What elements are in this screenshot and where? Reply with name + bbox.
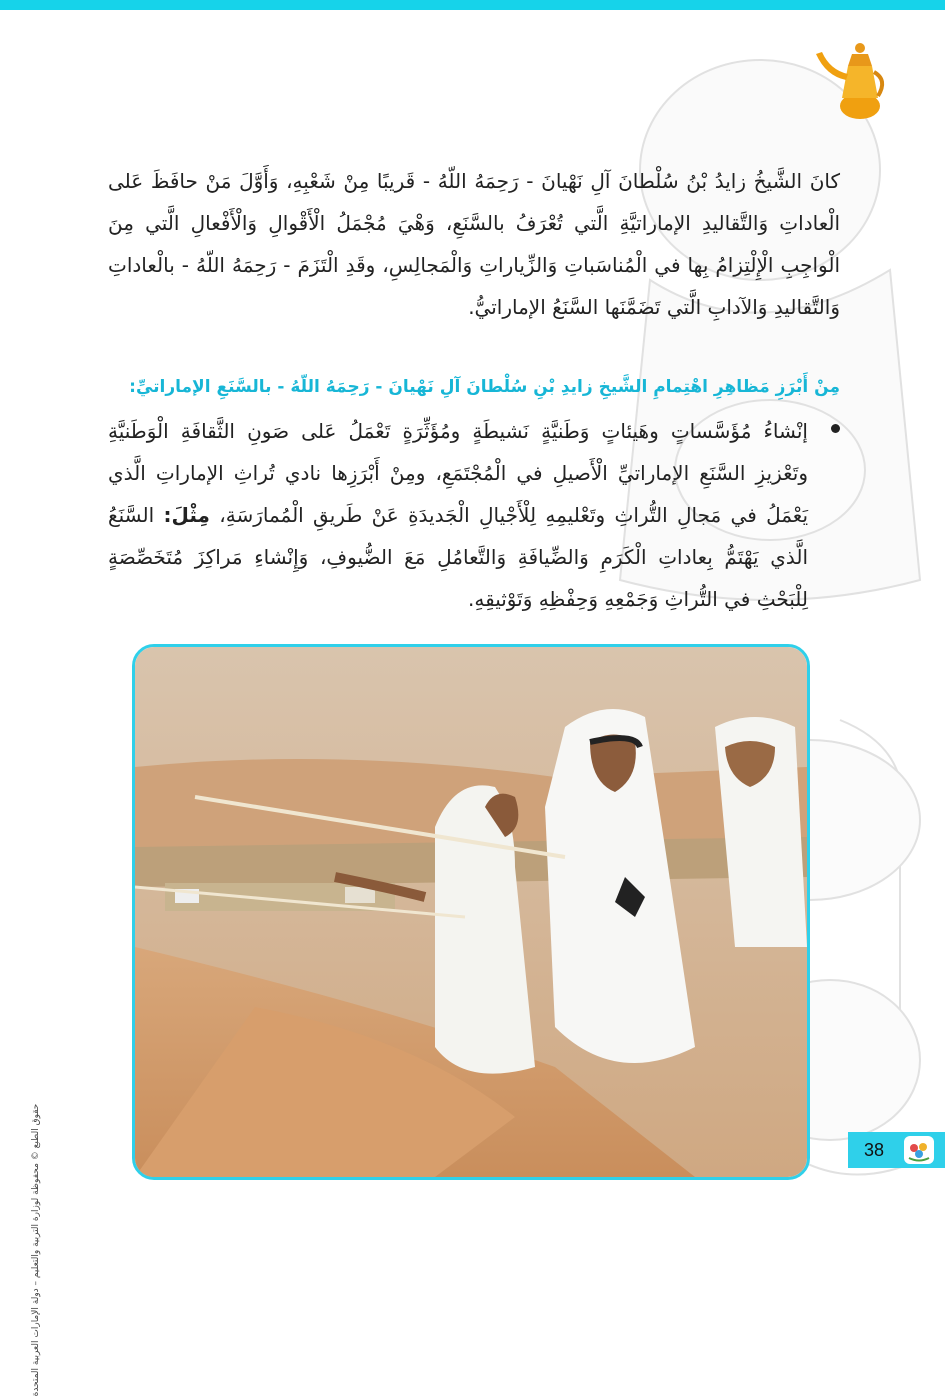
page-number: 38: [863, 1140, 885, 1160]
desert-photo: [132, 644, 810, 1180]
dallah-coffee-pot-icon: [812, 36, 890, 122]
book-logo-icon: [904, 1136, 934, 1164]
bullet-text: [108, 410, 808, 620]
top-accent-bar: [0, 0, 945, 10]
bullet-text-part2: السَّنَعُ الَّذي يَهْتَمُّ بِعاداتِ الْكَرَمِ وَالضِّيافَةِ وَالتَّعامُلِ مَعَ الضُّيوفِ، وَإِنْشاءِ مَراكِزَ مُتَخَصِّصَةٍ لِلْبَحْثِ في التُّراثِ وَجَمْعِهِ وَحِفْظِهِ وَتَوْثيقِهِ.: [108, 503, 808, 611]
section-heading: مِنْ أَبْرَزِ مَظاهِرِ اهْتِمامِ الشَّيخِ زايدِ بْنِ سُلْطانَ آلِ نَهْيانَ - رَحِمَهُ اللّهُ - بالسَّنَعِ الإماراتيِّ:: [129, 377, 840, 397]
copyright-notice: حقوق الطبع © محفوظة لوزارة التربية والتعليم – دولة الإمارات العربية المتحدة: [31, 1103, 41, 1397]
bullet-icon: [831, 424, 840, 433]
example-label: مِثْلَ:: [163, 503, 210, 527]
bullet-text-part1: إنْشاءُ مُؤَسَّساتٍ وهَيئاتٍ وَطَنيَّةٍ نَشيطَةٍ ومُؤَثِّرَةٍ تَعْمَلُ عَلى صَونِ الثَّقافَةِ الْوَطَنيَّةِ وتَعْزيزِ السَّنَعِ الإماراتيِّ الْأَصيلِ في الْمُجْتَمَعِ، ومِنْ أَبْرَزِها نادي تُراثِ الإماراتِ الَّذي يَعْمَلُ في مَجالِ التُّراثِ وتَعْليمِهِ لِلْأَجْيالِ الْجَديدَةِ عَنْ طَريقِ الْمُمارَسَةِ،: [108, 419, 809, 527]
page-number-tab: [848, 1132, 945, 1168]
bullet-list-item: [108, 410, 840, 620]
intro-paragraph: كانَ الشَّيخُ زايدُ بْنُ سُلْطانَ آلِ نَهْيانَ - رَحِمَهُ اللّهُ - قَريبًا مِنْ شَعْبِهِ، وَأَوَّلَ مَنْ حافَظَ عَلى الْعاداتِ وَالتَّقاليدِ الإماراتيَّةِ الَّتي تُعْرَفُ بالسَّنَعِ، وَهْيَ مُجْمَلُ الْأَقْوالِ وَالْأَفْعالِ الَّتي مِنَ الْواجِبِ الْإِلْتِزامُ بِها في الْمُناسَباتِ وَالزِّياراتِ وَالْمَجالِسِ، وقَدِ الْتَزَمَ - رَحِمَهُ اللّهُ - بالْعاداتِ وَالتَّقاليدِ وَالآدابِ الَّتي تَضَمَّنَها السَّنَعُ الإماراتيُّ.: [108, 169, 840, 319]
